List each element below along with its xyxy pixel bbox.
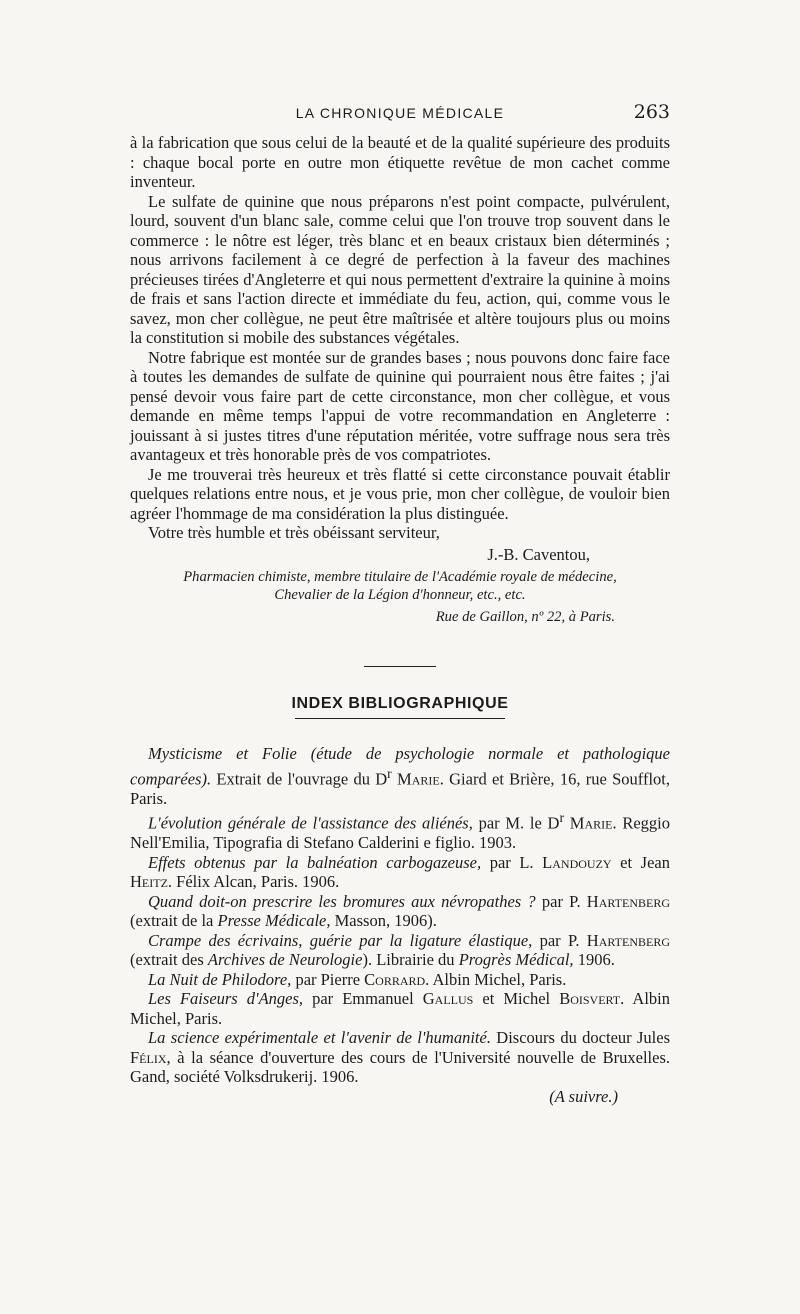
entry-title: Effets obtenus par la balnéation carbogazeuse, — [148, 852, 482, 872]
entry-text: et Michel — [473, 989, 560, 1008]
letter-paragraph: Notre fabrique est montée sur de grandes bases ; nous pouvons donc faire face à toutes les demandes de sulfate de quinine qui pourraient nous être faites ; j'ai pensé devoir vous faire part de cette circonstance, mon cher collègue, et vous demande en même temps l'appui de votre recommandation en Angleterre : jouissant à si justes titres d'une réputation méritée, votre suffrage nous sera très avantageux et très honorable près de vos compatriotes. — [130, 347, 670, 464]
entry-author: Landouzy — [542, 852, 612, 872]
entry-title: Crampe des écrivains, guérie par la ligature élastique, — [148, 930, 533, 950]
entry-author: Corrard — [364, 969, 426, 989]
entry-author: Boisvert — [559, 989, 621, 1008]
entry-text: par P. — [535, 891, 587, 911]
entry-publisher: Progrès Médical, — [458, 950, 574, 969]
entry-author: Gallus — [422, 989, 474, 1008]
entry-text: , à la séance d'ouverture des cours de l'Université nouvelle de Bruxelles. Gand, société Volksdrukerij. 1906. — [130, 1047, 670, 1086]
bibliography-entry — [130, 892, 670, 931]
entry-text: (extrait des — [130, 950, 208, 969]
bibliography-entry — [130, 989, 670, 1028]
signature-title-line: Chevalier de la Légion d'honneur, etc., etc. — [274, 587, 526, 603]
running-title: LA CHRONIQUE MÉDICALE — [295, 105, 505, 121]
section-heading: INDEX BIBLIOGRAPHIQUE — [291, 694, 509, 712]
signature-title-line: Pharmacien chimiste, membre titulaire de l'Académie royale de médecine, — [183, 569, 617, 585]
signature-address: Rue de Gaillon, nº 22, à Paris. — [435, 609, 615, 625]
entry-text: . Félix Alcan, Paris. 1906. — [167, 872, 340, 891]
entry-author: Félix — [130, 1047, 167, 1067]
entry-text: (extrait de la — [130, 911, 218, 930]
bibliography-entry — [130, 808, 670, 853]
entry-title: Les Faiseurs d'Anges, — [148, 989, 304, 1008]
entry-text: . Reggio Nell'Emilia, Tipografia di Stefano Calderini e figlio. 1903. — [130, 813, 670, 852]
to-be-continued — [130, 1087, 670, 1107]
entry-author: Marie — [391, 769, 440, 788]
bibliography-entry — [130, 970, 670, 990]
running-head — [130, 101, 670, 131]
entry-text: par P. — [532, 930, 587, 950]
letter-signature: J.-B. Caventou, — [487, 544, 590, 564]
entry-title: La science expérimentale et l'avenir de l'humanité. — [148, 1028, 491, 1047]
entry-author: Hartenberg — [586, 891, 670, 911]
entry-text: par M. le D — [472, 813, 560, 833]
entry-title: Mysticisme et Folie (étude de psychologie normale et pathologique comparées). — [130, 744, 670, 788]
entry-text: Masson, 1906). — [330, 911, 437, 930]
letter-paragraph: Le sulfate de quinine que nous préparons n'est point compacte, pulvérulent, lourd, souvent d'un blanc sale, comme celui que l'on trouve trop souvent dans le commerce : le nôtre est léger, très blanc et en beaux cristaux bien déterminés ; nous arrivons facilement à ce degré de perfection à la faveur des machines précieuses tirées d'Angleterre et qui nous permettent d'extraire la quinine à moins de frais et sans l'action directe et immédiate du feu, action, qui, comme vous le savez, mon cher collègue, ne peut être maîtrisée et altère toujours plus ou moins la constitution si mobile des substances végétales. — [130, 191, 670, 347]
to-be-continued-text: (A suivre.) — [549, 1086, 618, 1106]
entry-title: L'évolution générale de l'assistance des aliénés, — [148, 813, 473, 833]
bibliography-entry — [130, 853, 670, 892]
entry-text: et Jean — [611, 852, 670, 872]
entry-superscript: r — [559, 810, 565, 825]
heading-underline — [295, 718, 505, 719]
entry-journal: Archives de Neurologie — [207, 950, 363, 969]
entry-text: par Emmanuel — [303, 989, 423, 1008]
entry-author: Marie — [564, 813, 613, 833]
entry-text: Discours du docteur Jules — [490, 1028, 671, 1047]
entry-text: Extrait de l'ouvrage du D — [211, 769, 388, 788]
entry-superscript: r — [387, 765, 392, 781]
entry-text: 1906. — [573, 950, 615, 969]
bibliography-entry — [130, 1028, 670, 1087]
entry-author: Heitz — [130, 872, 168, 891]
entry-text: par L. — [481, 852, 543, 872]
entry-title: Quand doit-on prescrire les bromures aux névropathes ? — [148, 891, 536, 911]
entry-text: ). Librairie du — [362, 950, 459, 969]
section-divider — [364, 666, 436, 667]
bibliography-list — [130, 744, 670, 1106]
entry-text: . Giard et Brière, 16, rue Soufflot, Paris. — [130, 769, 671, 808]
entry-text: . Albin Michel, Paris. — [130, 989, 670, 1028]
signature-title — [130, 568, 670, 604]
entry-author: Hartenberg — [586, 930, 670, 950]
bibliography-entry — [130, 744, 670, 808]
letter-closing: Votre très humble et très obéissant serviteur, — [148, 523, 440, 542]
entry-text: . Albin Michel, Paris. — [425, 969, 567, 989]
entry-title: La Nuit de Philodore, — [148, 969, 292, 989]
page-number: 263 — [633, 101, 670, 123]
letter-paragraph: à la fabrication que sous celui de la beauté et de la qualité supérieure des produits : chaque bocal porte en outre mon étiquette revêtue de mon cachet comme inventeur. — [130, 133, 670, 191]
bibliography-entry — [130, 931, 670, 970]
entry-text: par Pierre — [291, 969, 365, 989]
letter-paragraph: Je me trouverai très heureux et très flatté si cette circonstance pouvait établir quelques relations entre nous, et je vous prie, mon cher collègue, de vouloir bien agréer l'hommage de ma considération la plus distinguée. — [130, 464, 670, 523]
entry-journal: Presse Médicale, — [217, 911, 331, 930]
page-body — [130, 133, 670, 1106]
